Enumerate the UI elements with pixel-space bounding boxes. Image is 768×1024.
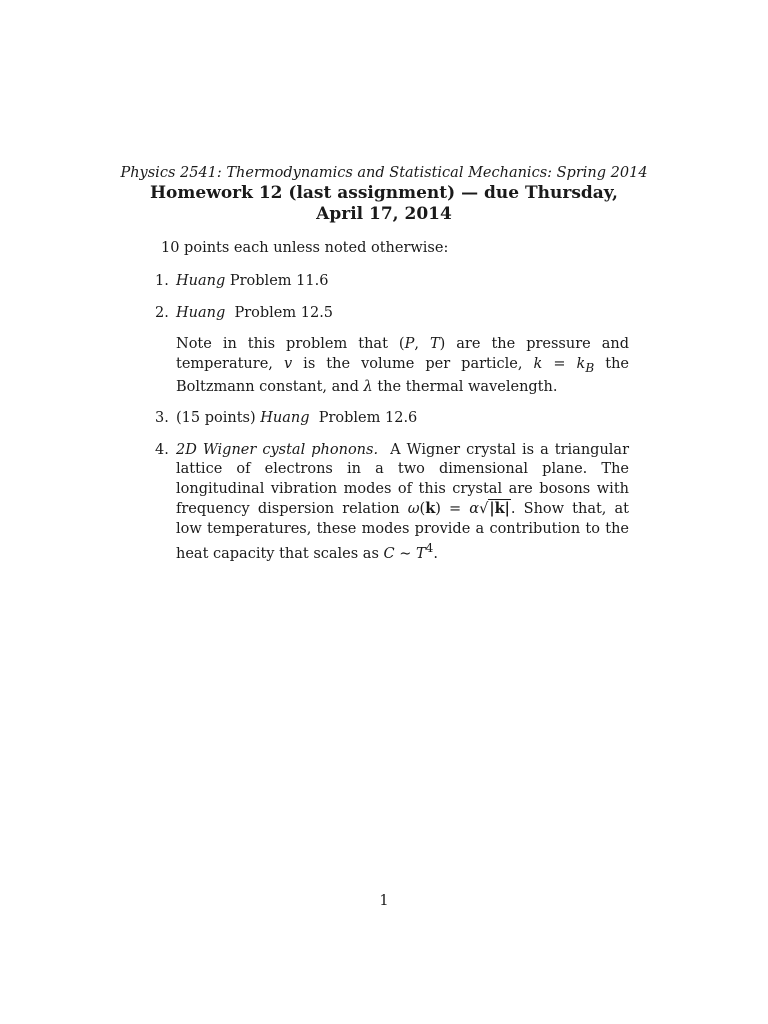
intro-text: 10 points each unless noted otherwise:	[161, 240, 449, 256]
problem-text: 2D Wigner cystal phonons. A Wigner crystal is a triangular lattice of electrons in a two dimensional plane. The longitudinal vibration modes of this crystal are bosons with frequency dispersion relation ω(k) = α√|k|. Show that, at low temperatures, these modes provide a contribution to the heat capacity that scales as C ∼ $T^4$.	[176, 441, 630, 563]
problem-2	[155, 304, 629, 398]
problem-author: Huang	[176, 273, 226, 289]
course-name: Physics 2541: Thermodynamics and Statistical Mechanics: Spring 2014	[120, 165, 648, 181]
sqrt-icon: √	[479, 501, 489, 518]
problem-text: Problem 12.6	[318, 410, 418, 427]
problem-3	[155, 409, 629, 429]
problem-author: Huang	[176, 304, 226, 321]
problem-topic: 2D Wigner cystal phonons.	[176, 441, 379, 458]
title-line-2: April 17, 2014	[316, 204, 452, 224]
problem-list	[155, 272, 629, 577]
page-title	[120, 183, 648, 225]
title-line-1: Homework 12 (last assignment) — due Thursday,	[150, 183, 618, 203]
problem-number: 4.	[155, 441, 169, 458]
problem-1	[155, 272, 629, 292]
problem-number: 1.	[155, 273, 169, 289]
problem-note: Note in this problem that (P, T) are the pressure and temperature, v is the volume per particle, $k = k_B$ the Boltzmann constant, and λ the thermal wavelength.	[176, 336, 630, 395]
problem-author: Huang	[260, 410, 310, 427]
problem-text: Problem 11.6	[229, 273, 329, 289]
problem-points: (15 points)	[176, 410, 256, 427]
problem-4	[155, 441, 629, 565]
problem-number: 3.	[155, 410, 169, 427]
page-number: 1	[379, 893, 389, 909]
problem-text: Problem 12.5	[234, 304, 334, 321]
problem-number: 2.	[155, 304, 169, 321]
